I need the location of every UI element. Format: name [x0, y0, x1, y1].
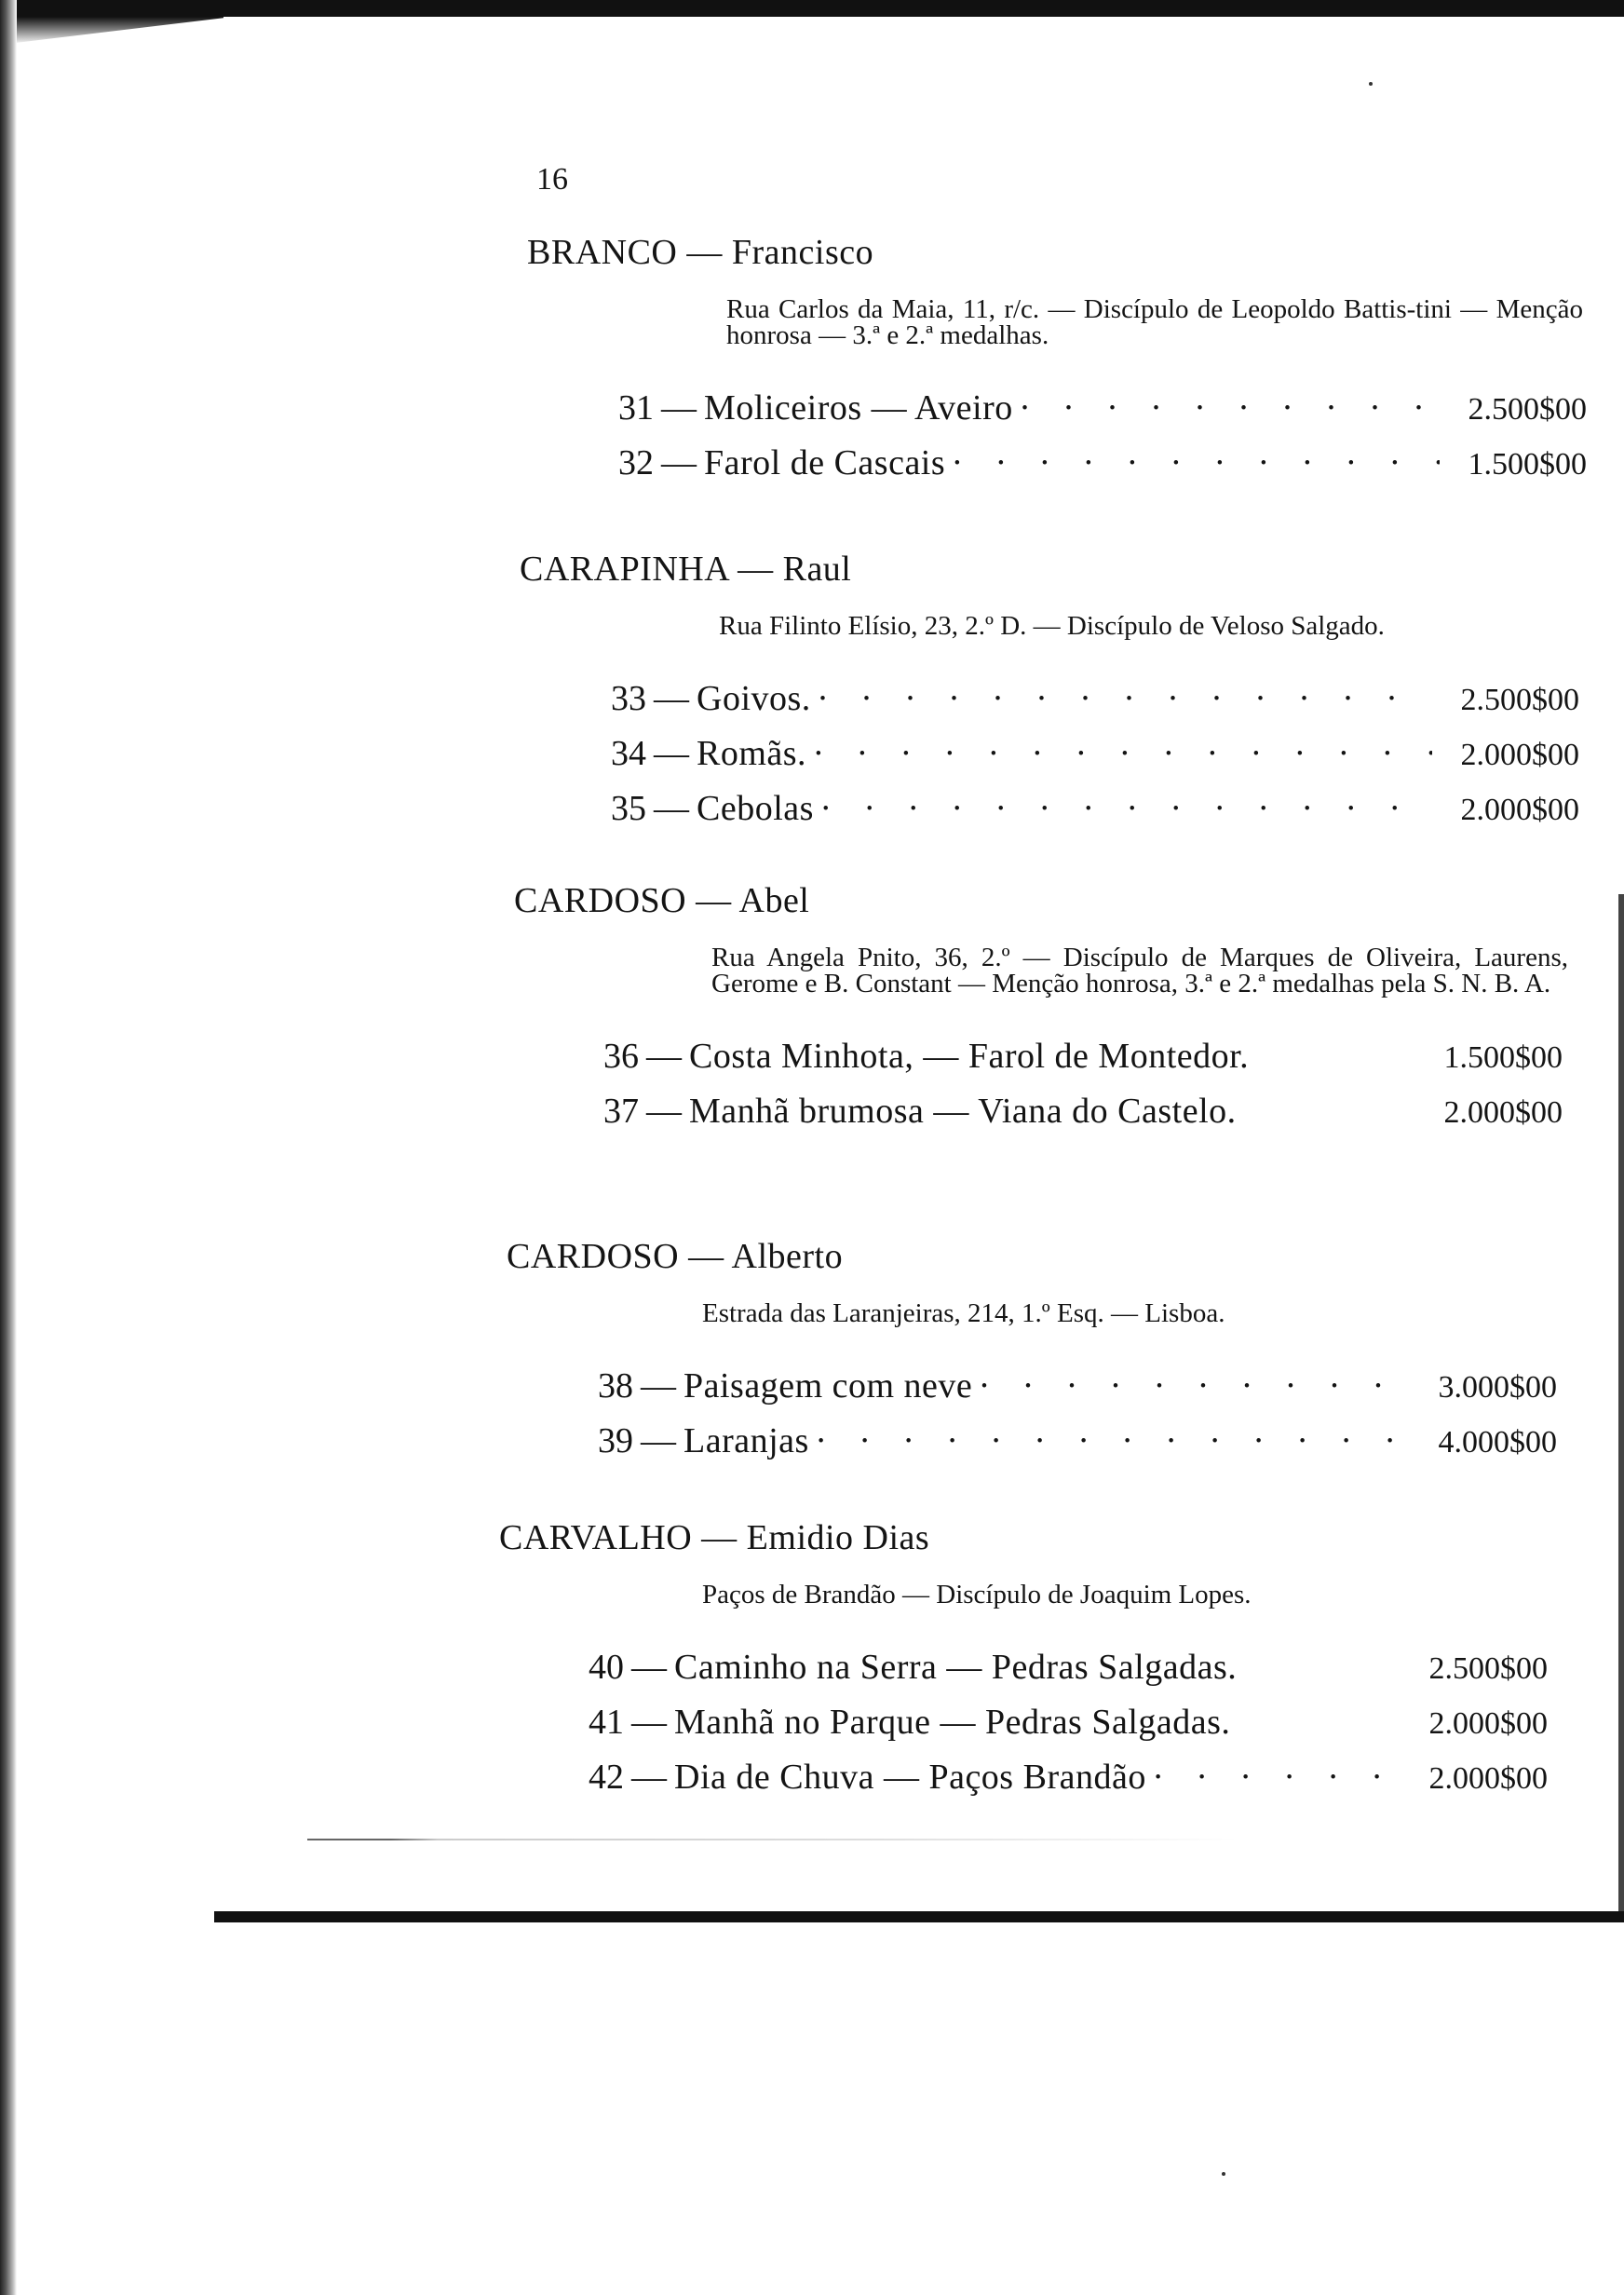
- artist-entry: [514, 879, 1613, 1134]
- dot-leader: [814, 722, 1432, 765]
- work-price: 2.000$00: [1443, 1095, 1563, 1130]
- work-item: [603, 1025, 1563, 1080]
- work-item: [611, 777, 1579, 832]
- dash: —: [654, 789, 689, 828]
- work-title: Paisagem com neve: [683, 1366, 973, 1406]
- work-item: [611, 722, 1579, 777]
- dot-leader: [1154, 1745, 1401, 1788]
- work-title: Manhã brumosa — Viana do Castelo.: [689, 1092, 1237, 1131]
- works-list: [598, 1354, 1557, 1464]
- artist-entry: [499, 1516, 1598, 1800]
- dot-leader: [819, 667, 1432, 710]
- artist-entry: [527, 231, 1624, 486]
- artist-info: Estrada das Laranjeiras, 214, 1.º Esq. — Lisboa.: [702, 1298, 1225, 1328]
- artist-info: Rua Angela Pnito, 36, 2.º — Discípulo de Marques de Oliveira, Laurens, Gerome e B. Constant — Menção honrosa, 3.ª e 2.ª medalhas pela S. N. B. A.: [711, 943, 1568, 998]
- dash: —: [661, 443, 697, 482]
- work-price: 2.000$00: [1460, 793, 1579, 827]
- work-title: Dia de Chuva — Paços Brandão: [674, 1758, 1146, 1797]
- work-number: 38: [598, 1366, 633, 1406]
- work-item: [603, 1080, 1563, 1134]
- work-item: [598, 1354, 1557, 1409]
- work-price: 2.000$00: [1428, 1761, 1548, 1796]
- artist-name: CARDOSO — Abel: [514, 881, 810, 920]
- work-price: 2.000$00: [1460, 738, 1579, 772]
- dash: —: [654, 734, 689, 773]
- scan-top-border: [0, 0, 1624, 17]
- works-list: [589, 1636, 1548, 1800]
- work-price: 3.000$00: [1438, 1370, 1557, 1405]
- work-number: 34: [611, 734, 646, 773]
- work-price: 2.000$00: [1428, 1706, 1548, 1741]
- bottom-rule: [214, 1911, 1624, 1922]
- dot-leader: [821, 777, 1432, 820]
- scan-speck: [1369, 82, 1373, 86]
- dot-leader: [953, 431, 1440, 474]
- scan-left-border: [0, 0, 17, 2295]
- dot-leader: [980, 1354, 1410, 1397]
- scan-corner-shadow: [0, 0, 223, 45]
- work-item: [589, 1745, 1548, 1800]
- work-number: 37: [603, 1092, 639, 1131]
- work-number: 31: [618, 388, 654, 428]
- work-item: [598, 1409, 1557, 1464]
- work-number: 35: [611, 789, 646, 828]
- work-title: Farol de Cascais: [704, 443, 946, 482]
- work-price: 2.500$00: [1428, 1651, 1548, 1686]
- work-title: Manhã no Parque — Pedras Salgadas.: [674, 1703, 1231, 1742]
- work-title: Caminho na Serra — Pedras Salgadas.: [674, 1648, 1238, 1687]
- work-title: Costa Minhota, — Farol de Montedor.: [689, 1037, 1250, 1076]
- dash: —: [631, 1703, 667, 1742]
- dash: —: [654, 679, 689, 718]
- dash: —: [646, 1037, 682, 1076]
- work-price: 2.500$00: [1460, 683, 1579, 717]
- artist-name: BRANCO — Francisco: [527, 233, 874, 272]
- work-number: 32: [618, 443, 654, 482]
- artist-entry: [507, 1235, 1605, 1464]
- artist-info: Paços de Brandão — Discípulo de Joaquim Lopes.: [702, 1580, 1252, 1609]
- dash: —: [646, 1092, 682, 1131]
- work-number: 36: [603, 1037, 639, 1076]
- dash: —: [631, 1648, 667, 1687]
- work-number: 39: [598, 1421, 633, 1460]
- work-title: Laranjas: [683, 1421, 809, 1460]
- artist-name: CARVALHO — Emidio Dias: [499, 1518, 930, 1557]
- work-number: 41: [589, 1703, 624, 1742]
- work-number: 40: [589, 1648, 624, 1687]
- artist-info: Rua Carlos da Maia, 11, r/c. — Discípulo de Leopoldo Battis-tini — Menção honrosa — 3.ª e 2.ª medalhas.: [726, 294, 1583, 350]
- work-number: 33: [611, 679, 646, 718]
- dot-leader: [1021, 376, 1440, 419]
- page-number: 16: [536, 162, 568, 197]
- artist-name: CARAPINHA — Raul: [520, 550, 852, 589]
- work-price: 4.000$00: [1438, 1425, 1557, 1460]
- scan-thin-rule: [307, 1839, 1238, 1840]
- works-list: [618, 376, 1587, 486]
- work-item: [589, 1636, 1548, 1691]
- artist-info: Rua Filinto Elísio, 23, 2.º D. — Discípulo de Veloso Salgado.: [719, 611, 1385, 641]
- dash: —: [641, 1366, 676, 1406]
- work-title: Cebolas: [697, 789, 814, 828]
- work-item: [611, 667, 1579, 722]
- work-item: [618, 431, 1587, 486]
- dash: —: [661, 388, 697, 428]
- work-number: 42: [589, 1758, 624, 1797]
- scan-speck: [1222, 2172, 1225, 2176]
- work-title: Goivos.: [697, 679, 811, 718]
- work-price: 2.500$00: [1468, 392, 1587, 427]
- work-item: [618, 376, 1587, 431]
- works-list: [603, 1025, 1563, 1134]
- work-price: 1.500$00: [1468, 447, 1587, 482]
- artist-name: CARDOSO — Alberto: [507, 1237, 844, 1276]
- artist-entry: [520, 548, 1618, 832]
- work-title: Moliceiros — Aveiro: [704, 388, 1013, 428]
- scan-right-border: [1618, 894, 1624, 1919]
- works-list: [611, 667, 1579, 832]
- work-price: 1.500$00: [1443, 1040, 1563, 1075]
- dash: —: [631, 1758, 667, 1797]
- dot-leader: [817, 1409, 1410, 1452]
- dash: —: [641, 1421, 676, 1460]
- work-title: Romãs.: [697, 734, 807, 773]
- work-item: [589, 1691, 1548, 1745]
